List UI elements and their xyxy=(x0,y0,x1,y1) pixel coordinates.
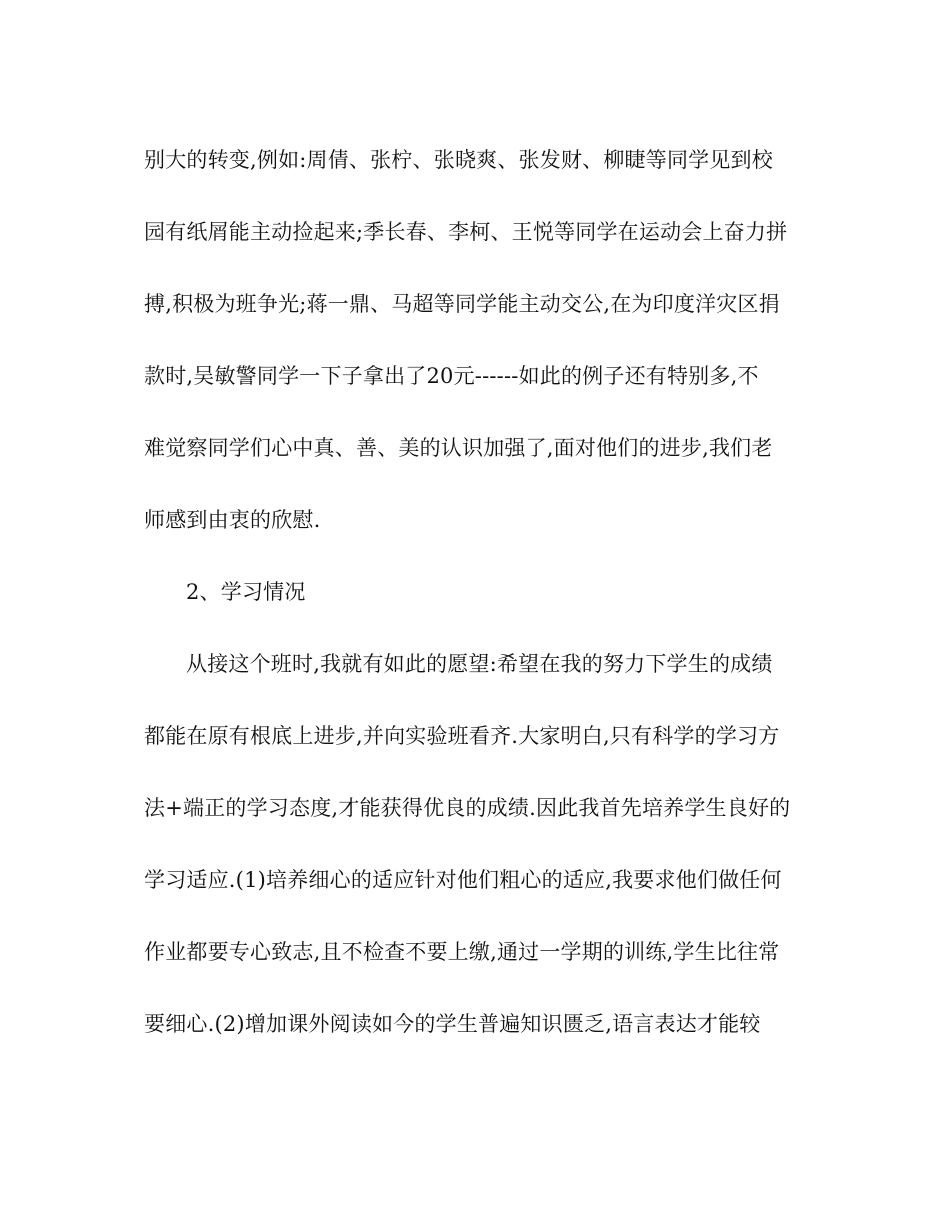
paragraph-line: 从接这个班时,我就有如此的愿望:希望在我的努力下学生的成绩 xyxy=(186,652,773,676)
paragraph-line: 师感到由衷的欣慰. xyxy=(144,508,321,532)
paragraph-line: 别大的转变,例如:周倩、张柠、张晓爽、张发财、柳睫等同学见到校 xyxy=(144,148,773,172)
paragraph-line: 难觉察同学们心中真、善、美的认识加强了,面对他们的进步,我们老 xyxy=(144,436,773,460)
paragraph-line: 作业都要专心致志,且不检查不要上缴,通过一学期的训练,学生比往常 xyxy=(144,940,780,964)
paragraph-line: 学习适应.(1)培养细心的适应针对他们粗心的适应,我要求他们做任何 xyxy=(144,868,782,892)
paragraph-line: 款时,吴敏警同学一下子拿出了20元------如此的例子还有特别多,不 xyxy=(144,364,759,388)
paragraph-line: 要细心.(2)增加课外阅读如今的学生普遍知识匮乏,语言表达才能较 xyxy=(144,1012,761,1036)
paragraph-line: 园有纸屑能主动捡起来;季长春、李柯、王悦等同学在运动会上奋力拼 xyxy=(144,220,788,244)
paragraph-line: 搏,积极为班争光;蒋一鼎、马超等同学能主动交公,在为印度洋灾区捐 xyxy=(144,292,780,316)
paragraph-line: 都能在原有根底上进步,并向实验班看齐.大家明白,只有科学的学习方 xyxy=(144,724,780,748)
paragraph-line: 法+端正的学习态度,才能获得优良的成绩.因此我首先培养学生良好的 xyxy=(144,796,791,820)
section-heading: 2、学习情况 xyxy=(186,580,306,604)
